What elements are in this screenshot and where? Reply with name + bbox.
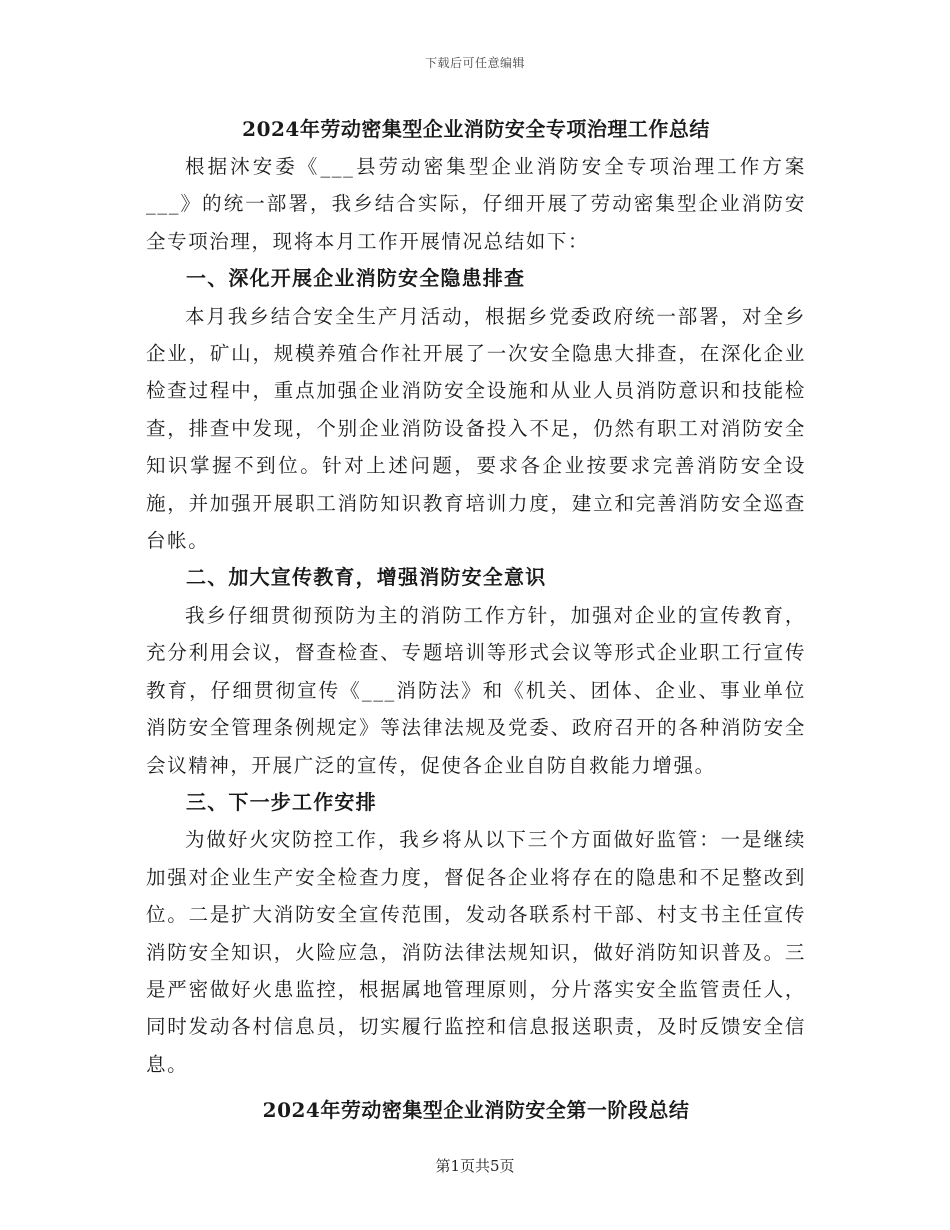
section-heading-1: 一、深化开展企业消防安全隐患排查 bbox=[186, 266, 526, 291]
document-body bbox=[146, 110, 806, 1129]
document-title: 2024年劳动密集型企业消防安全专项治理工作总结 bbox=[242, 117, 710, 141]
page-header-note: 下载后可任意编辑 bbox=[424, 56, 525, 70]
intro-paragraph: 根据沐安委《___县劳动密集型企业消防安全专项治理工作方案___》的统一部署，我乡结合实际，仔细开展了劳动密集型企业消防安全专项治理，现将本月工作开展情况总结如下： bbox=[146, 155, 806, 253]
section-body-1: 本月我乡结合安全生产月活动，根据乡党委政府统一部署，对全乡企业，矿山，规模养殖合作社开展了一次安全隐患大排查，在深化企业检查过程中，重点加强企业消防安全设施和从业人员消防意识和技能检查，排查中发现，个别企业消防设备投入不足，仍然有职工对消防安全知识掌握不到位。针对上述问题，要求各企业按要求完善消防安全设施，并加强开展职工消防知识教育培训力度，建立和完善消防安全巡查台帐。 bbox=[146, 304, 806, 553]
page-number: 第1页共5页 bbox=[435, 1157, 515, 1175]
next-document-title: 2024年劳动密集型企业消防安全第一阶段总结 bbox=[262, 1098, 690, 1123]
section-body-3: 为做好火灾防控工作，我乡将从以下三个方面做好监管：一是继续加强对企业生产安全检查力度，督促各企业将存在的隐患和不足整改到位。二是扩大消防安全宣传范围，发动各联系村干部、村支书主任宣传消防安全知识，火险应急，消防法律法规知识，做好消防知识普及。三是严密做好火患监控，根据属地管理原则，分片落实安全监管责任人，同时发动各村信息员，切实履行监控和信息报送职责，及时反馈安全信息。 bbox=[146, 828, 806, 1076]
section-body-2: 我乡仔细贯彻预防为主的消防工作方针，加强对企业的宣传教育，充分利用会议，督查检查、专题培训等形式会议等形式企业职工行宣传教育，仔细贯彻宣传《___消防法》和《机关、团体、企业、事业单位消防安全管理条例规定》等法律法规及党委、政府召开的各种消防安全会议精神，开展广泛的宣传，促使各企业自防自救能力增强。 bbox=[146, 603, 806, 777]
section-heading-3: 三、下一步工作安排 bbox=[186, 789, 377, 814]
section-heading-2: 二、加大宣传教育，增强消防安全意识 bbox=[186, 565, 547, 590]
